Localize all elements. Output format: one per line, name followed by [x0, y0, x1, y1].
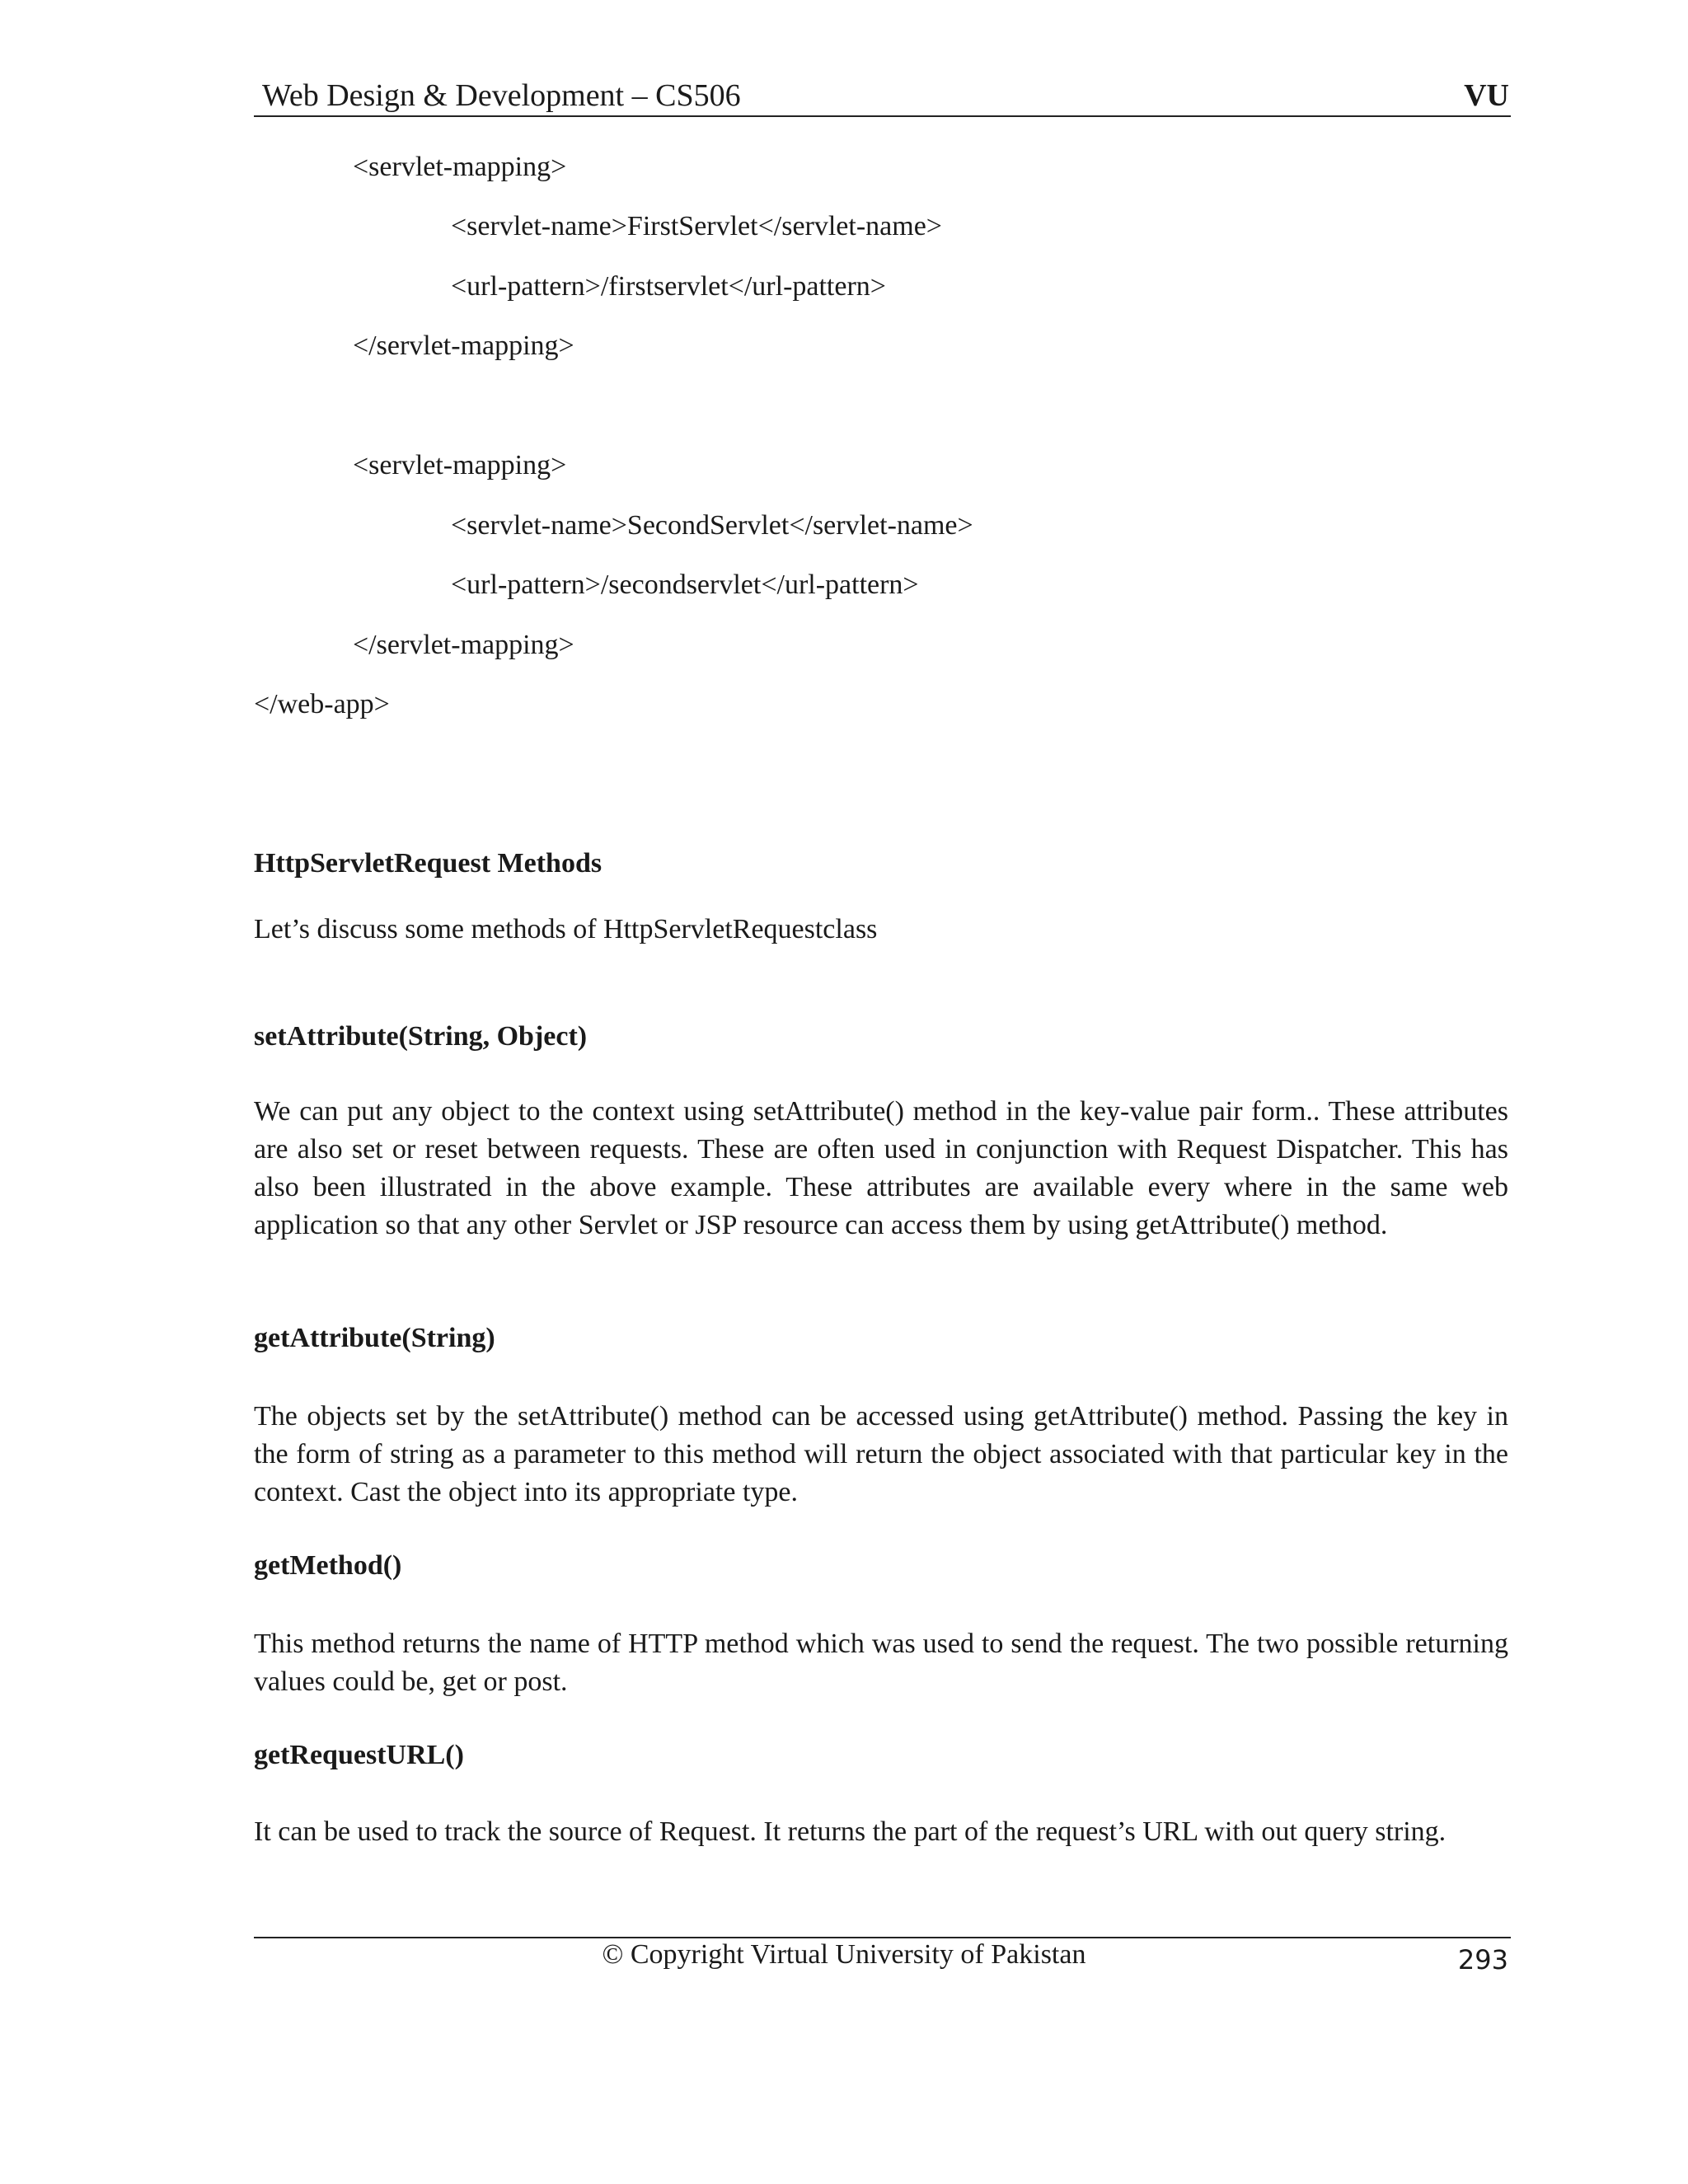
heading-get-request-url: getRequestURL()	[254, 1740, 464, 1770]
code-mapping2-open: <servlet-mapping>	[353, 450, 567, 480]
paragraph-get-attribute: The objects set by the setAttribute() method can be accessed using getAttribute() method. Passing the key in the form of string as a parameter to this method will return the object associated with that particular key in the context. Cast the object into its appropriate type.	[254, 1401, 1508, 1507]
code-mapping2-name: <servlet-name>SecondServlet</servlet-name>	[451, 510, 973, 541]
paragraph-get-request-url: It can be used to track the source of Request. It returns the part of the request’s URL with out query string.	[254, 1816, 1447, 1847]
paragraph-get-method: This method returns the name of HTTP method which was used to send the request. The two possible returning values could be, get or post.	[254, 1629, 1508, 1697]
heading-get-attribute: getAttribute(String)	[254, 1323, 495, 1353]
footer-copyright: © Copyright Virtual University of Pakistan	[602, 1939, 1086, 1970]
code-mapping1-url: <url-pattern>/firstservlet</url-pattern>	[451, 271, 886, 302]
code-mapping2-close: </servlet-mapping>	[353, 630, 574, 660]
header-title: Web Design & Development – CS506	[262, 78, 741, 113]
code-mapping1-close: </servlet-mapping>	[353, 330, 574, 361]
heading-get-method: getMethod()	[254, 1550, 402, 1581]
heading-set-attribute: setAttribute(String, Object)	[254, 1021, 588, 1052]
code-mapping1-open: <servlet-mapping>	[353, 152, 567, 182]
page-header	[254, 76, 1511, 117]
code-webapp-close: </web-app>	[254, 689, 390, 719]
intro-text: Let’s discuss some methods of HttpServletRequestclass	[254, 914, 878, 944]
paragraph-set-attribute: We can put any object to the context using setAttribute() method in the key-value pair form.. These attributes are also set or reset between requests. These are often used in conjunction with Request Dispatcher. This has also been illustrated in the above example. These attributes are available every where in the same web application so that any other Servlet or JSP resource can access them by using getAttribute() method.	[254, 1096, 1508, 1240]
section-heading-main: HttpServletRequest Methods	[254, 848, 603, 879]
page-number: 293	[1457, 1944, 1508, 1975]
code-mapping1-name: <servlet-name>FirstServlet</servlet-name>	[451, 211, 942, 241]
header-vu-label: VU	[1464, 78, 1509, 113]
code-mapping2-url: <url-pattern>/secondservlet</url-pattern>	[451, 569, 919, 600]
